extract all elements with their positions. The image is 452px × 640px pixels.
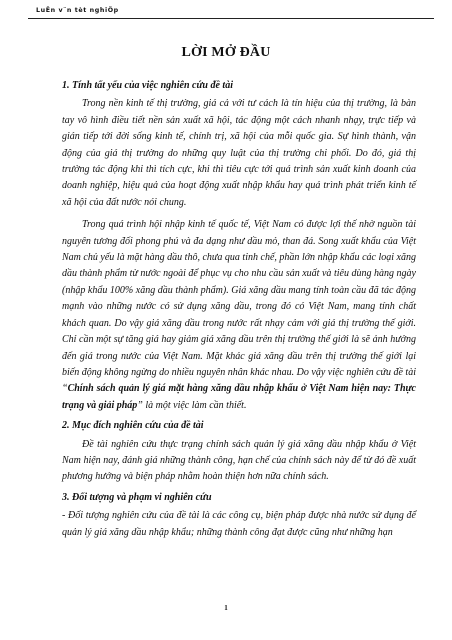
page-title: LỜI MỞ ĐẦU [181, 45, 271, 60]
section-heading-1: 1. Tính tất yếu của việc nghiên cứu đề tài [62, 80, 233, 91]
section-3-paragraph-1: - Đối tượng nghiên cứu của đề tài là các công cụ, biện pháp được nhà nước sử dụng để quản lý giá xăng dầu nhập khẩu; những thành công đạt được cũng như những hạn [62, 510, 416, 538]
header-divider [28, 18, 434, 19]
paragraph-2-text: Trong quá trình hội nhập kinh tế quốc tế, Việt Nam có được lợi thế nhờ nguồn tài nguyên tương đối phong phú và đa dạng như dầu mỏ, than đá. Song xuất khẩu của Việt Nam chủ yếu là mặt hàng dầu thô, chưa qua tinh chế, phần lớn nhập khẩu các loại xăng dầu thành phẩm từ nước ngoài để phục vụ cho nhu cầu sản xuất và tiêu dùng hàng ngày (nhập khẩu 100% xăng dầu thành phẩm). Giá xăng dầu mang tính toàn cầu đã tác động mạnh vào những nước có sử dụng xăng dầu, trong đó có Việt Nam, mang tính chất khách quan. Do vậy giá xăng dầu trong nước rất nhạy cảm với giá thị trường thế giới. Chỉ cần một sự tăng giá hay giảm giá xăng dầu trên thị trường thế giới là sẽ ảnh hưởng đến giá trong nước của Việt Nam. Mặt khác giá xăng dầu trên thị trường thế giới lại biến động không ngừng do nhiều nguyên nhân khác nhau. Do vậy việc nghiên cứu đề tài “ [62, 219, 416, 395]
section-heading-3: 3. Đối tượng và phạm vi nghiên cứu [62, 491, 212, 503]
page-number: 1 [224, 604, 228, 612]
section-2-paragraph-1: Đề tài nghiên cứu thực trạng chính sách quản lý giá xăng dầu nhập khẩu ở Việt Nam hiện nay, đánh giá những thành công, hạn chế của chính sách này để từ đó đề xuất phương hướng và biện pháp nhằm hoàn thiện hơn nữa chính sách. [62, 438, 416, 483]
running-header: LuÊn v¨n tèt nghiÖp [36, 7, 119, 14]
section-1-paragraph-1: Trong nền kinh tế thị trường, giá cả với tư cách là tín hiệu của thị trường, là bàn tay vô hình điều tiết nền sản xuất xã hội, tác động một cách nhanh nhạy, trực tiếp và gián tiếp tới đời sống kinh tế, chính trị, xã hội của mỗi quốc gia. Sự hình thành, vận động của giá thị trường do những quy luật của thị trường chi phối. Do đó, giá thị trường tác động khi thì tích cực, khi thì tiêu cực tới quá trình sản xuất kinh doanh của doanh nghiệp, hiệu quả của hoạt động xuất nhập khẩu hay quá trình phát triển kinh tế xã hội của đất nước nói chung. [62, 98, 416, 208]
section-1-paragraph-2 [62, 217, 416, 414]
thesis-topic-title: Chính sách quản lý giá mặt hàng xăng dầu nhập khẩu ở Việt Nam hiện nay: Thực trạng và giải pháp [62, 383, 416, 411]
section-heading-2: 2. Mục đích nghiên cứu của đề tài [62, 420, 204, 432]
document-body [62, 78, 416, 545]
paragraph-2-ending: ” là một việc làm cần thiết. [137, 399, 247, 411]
